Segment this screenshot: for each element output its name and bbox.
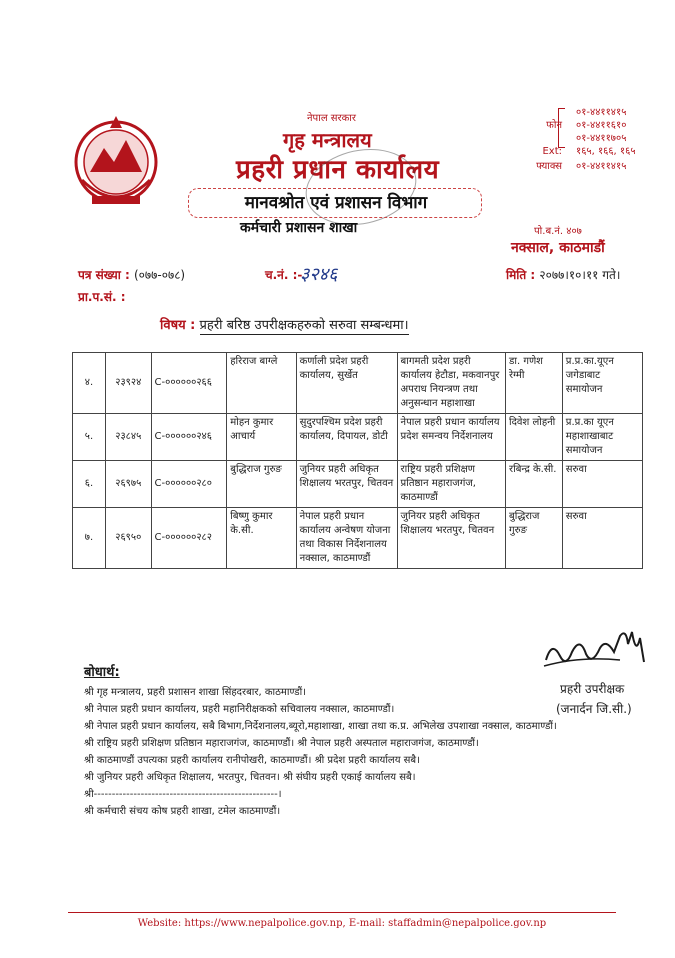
office-title: प्रहरी प्रधान कार्यालय xyxy=(236,155,440,185)
replacement-cell: दिवेश लोहनी xyxy=(506,414,563,461)
nepal-emblem-logo xyxy=(68,110,164,220)
serial-cell: ५. xyxy=(73,414,106,461)
phone-label: फोन xyxy=(546,120,562,131)
po-box: पो.ब.नं. ४०७ xyxy=(534,226,582,237)
date-value: २०७७।१०।११ गते। xyxy=(539,268,621,282)
table-row xyxy=(73,508,643,569)
name-cell: बिष्णु कुमार के.सी. xyxy=(227,508,296,569)
current-office-cell: जुनियर प्रहरी अधिकृत शिक्षालय भरतपुर, चितवन xyxy=(296,461,397,508)
department-name: मानवश्रोत एवं प्रशासन विभाग xyxy=(244,193,428,213)
government-name: नेपाल सरकार xyxy=(307,113,356,124)
distribution-item: श्री नेपाल प्रहरी प्रधान कार्यालय, प्रहरी महानिरीक्षकको सचिवालय नक्साल, काठमाण्डौं। xyxy=(84,704,395,715)
number-cell: C-००००००२४६ xyxy=(151,414,227,461)
dispatch-number: ३२४६ xyxy=(300,264,338,285)
dispatch-label: च.नं. :- xyxy=(265,268,303,282)
phone-2: ०१-४४११६१० xyxy=(576,120,627,131)
letter-date xyxy=(506,266,620,283)
ministry-name: गृह मन्त्रालय xyxy=(283,128,372,152)
serial-cell: ४. xyxy=(73,353,106,414)
fax-label: फ्याक्स xyxy=(536,161,562,172)
phone-1: ०१-४४११४१५ xyxy=(576,107,627,118)
remark-cell: सरुवा xyxy=(562,461,642,508)
table-row xyxy=(73,414,643,461)
distribution-item: श्री---------------------------------------------------। xyxy=(84,789,282,800)
name-cell: मोहन कुमार आचार्य xyxy=(227,414,296,461)
distribution-item: श्री गृह मन्त्रालय, प्रहरी प्रशासन शाखा सिंहदरबार, काठमाण्डौं। xyxy=(84,687,306,698)
fax-value: ०१-४४११४१५ xyxy=(576,161,627,172)
prapa-label: प्रा.प.सं. : xyxy=(78,290,126,304)
ref-label: पत्र संख्या : xyxy=(78,268,130,282)
subject-text: प्रहरी बरिष्ठ उपरीक्षकहरुको सरुवा सम्बन्धमा। xyxy=(199,318,409,333)
name-cell: बुद्धिराज गुरुङ xyxy=(227,461,296,508)
id-cell: २३८४५ xyxy=(105,414,151,461)
current-office-cell: नेपाल प्रहरी प्रधान कार्यालय अन्वेषण योजना तथा विकास निर्देशनालय नक्साल, काठमाण्डौं xyxy=(296,508,397,569)
transfer-table xyxy=(72,352,643,569)
distribution-item: श्री जुनियर प्रहरी अधिकृत शिक्षालय, भरतपुर, चितवन। श्री संघीय प्रहरी एकाई कार्यालय सबै। xyxy=(84,772,416,783)
ext-value: १६५, १६६, १६५ xyxy=(576,146,636,157)
phone-3: ०१-४४११७०५ xyxy=(576,133,627,144)
date-label: मिति : xyxy=(506,268,536,282)
new-office-cell: जुनियर प्रहरी अधिकृत शिक्षालय भरतपुर, चितवन xyxy=(397,508,505,569)
distribution-item: श्री काठमाण्डौं उपत्यका प्रहरी कार्यालय रानीपोखरी, काठमाण्डौं। श्री प्रदेश प्रहरी कार्यालय सबै। xyxy=(84,755,420,766)
new-office-cell: नेपाल प्रहरी प्रधान कार्यालय प्रदेश समन्वय निर्देशनालय xyxy=(397,414,505,461)
section-name: कर्मचारी प्रशासन शाखा xyxy=(240,220,358,236)
distribution-item: श्री राष्ट्रिय प्रहरी प्रशिक्षण प्रतिष्ठान महाराजगंज, काठमाण्डौं। श्री नेपाल प्रहरी अस्पताल महाराजगंज, काठमाण्डौं। xyxy=(84,738,479,749)
remark-cell: प्र.प्र.का यूएन महाशाखाबाट समायोजन xyxy=(562,414,642,461)
distribution-title: बोधार्थ: xyxy=(84,665,120,680)
reference-number xyxy=(78,266,185,283)
distribution-list xyxy=(84,684,557,820)
replacement-cell: बुद्धिराज गुरुङ xyxy=(506,508,563,569)
ref-value: (०७७-०७८) xyxy=(133,268,186,282)
replacement-cell: रबिन्द्र के.सी. xyxy=(506,461,563,508)
new-office-cell: राष्ट्रिय प्रहरी प्रशिक्षण प्रतिष्ठान महाराजगंज, काठमाण्डौं xyxy=(397,461,505,508)
subject-label: विषय : xyxy=(160,318,196,333)
current-office-cell: कर्णाली प्रदेश प्रहरी कार्यालय, सुर्खेत xyxy=(296,353,397,414)
serial-cell: ७. xyxy=(73,508,106,569)
contact-block xyxy=(520,106,636,173)
table-row xyxy=(73,353,643,414)
ext-label: Ext: xyxy=(542,146,562,157)
number-cell: C-००००००२८२ xyxy=(151,508,227,569)
remark-cell: सरुवा xyxy=(562,508,642,569)
id-cell: २३९२४ xyxy=(105,353,151,414)
distribution-item: श्री नेपाल प्रहरी प्रधान कार्यालय, सबै बिभाग,निर्देशनालय,ब्यूरो,महाशाखा, शाखा तथा क.प्र. अभिलेख उपशाखा नक्साल, काठमाण्डौं। xyxy=(84,721,557,732)
signatory-title: प्रहरी उपरीक्षक xyxy=(560,682,625,696)
footer-contact: Website: https://www.nepalpolice.gov.np, E-mail: staffadmin@nepalpolice.gov.np xyxy=(137,918,547,929)
table-row xyxy=(73,461,643,508)
signature-scribble xyxy=(540,626,658,674)
replacement-cell: डा. गणेश रेग्मी xyxy=(506,353,563,414)
footer-divider xyxy=(68,912,616,913)
serial-cell: ६. xyxy=(73,461,106,508)
name-cell: हरिराज बाग्ले xyxy=(227,353,296,414)
signatory-name: (जनार्दन जि.सी.) xyxy=(556,702,632,716)
office-address: नक्साल, काठमाडौं xyxy=(511,240,605,256)
number-cell: C-००००००२८० xyxy=(151,461,227,508)
subject-line xyxy=(160,315,409,333)
new-office-cell: बागमती प्रदेश प्रहरी कार्यालय हेटौडा, मकवानपुर अपराध नियन्त्रण तथा अनुसन्धान महाशाखा xyxy=(397,353,505,414)
id-cell: २६९७५ xyxy=(105,461,151,508)
id-cell: २६९५० xyxy=(105,508,151,569)
number-cell: C-००००००२६६ xyxy=(151,353,227,414)
distribution-item: श्री कर्मचारी संचय कोष प्रहरी शाखा, टमेल काठमाण्डौं। xyxy=(84,806,281,817)
current-office-cell: सुदुरपश्चिम प्रदेश प्रहरी कार्यालय, दिपायल, डोटी xyxy=(296,414,397,461)
remark-cell: प्र.प्र.का.यूएन जगेडाबाट समायोजन xyxy=(562,353,642,414)
